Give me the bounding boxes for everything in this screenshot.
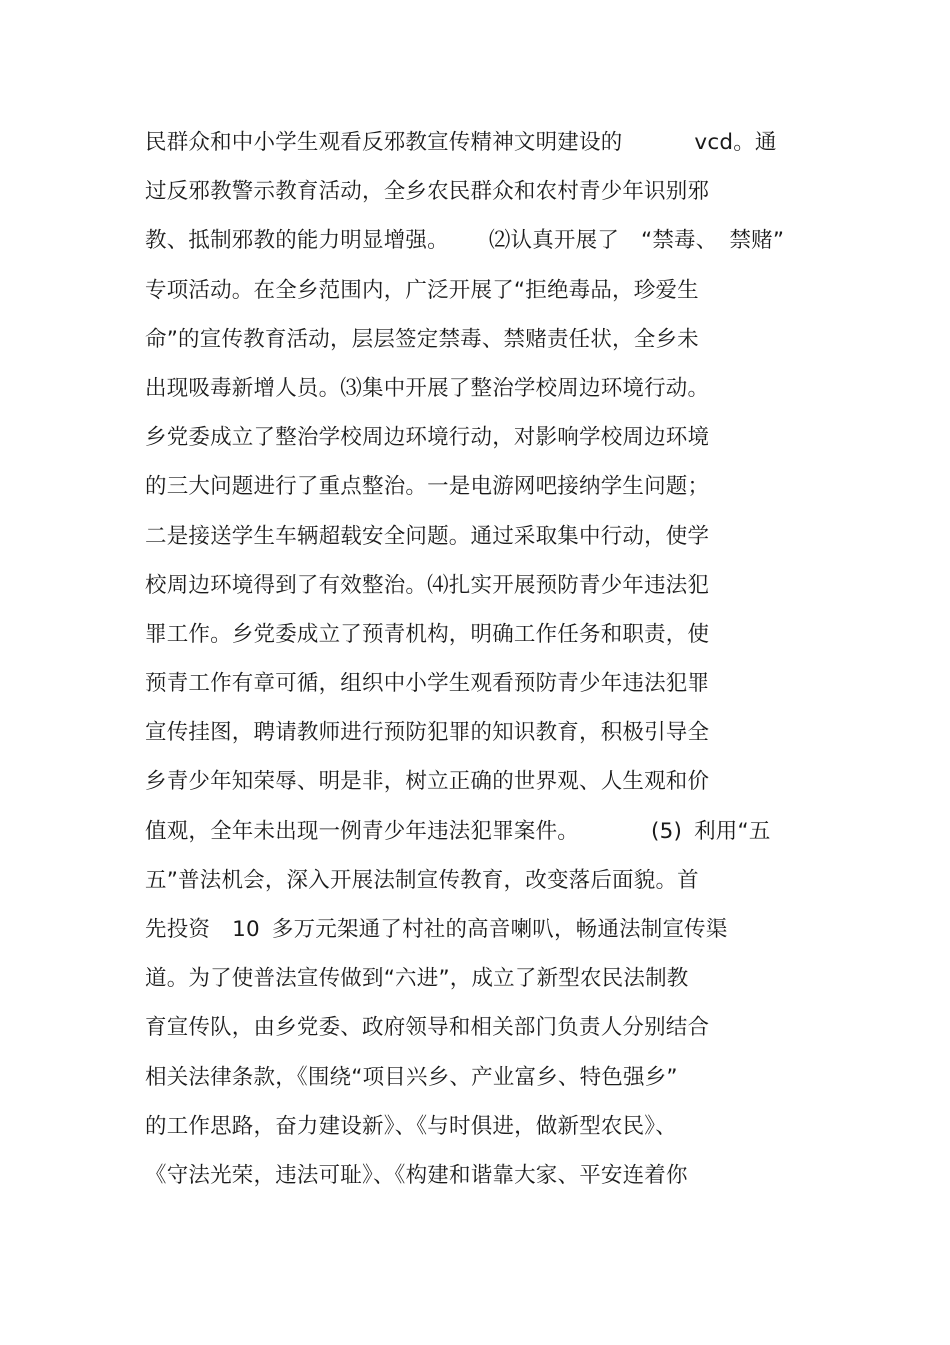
text-line — [145, 415, 825, 464]
text-line — [145, 612, 825, 661]
text-run: 利用“五 — [694, 818, 771, 844]
text-run: 。通 — [733, 130, 777, 155]
text-line — [145, 464, 825, 513]
text-run: 道。为了使普法宣传做到“六进”，成立了新型农民法制教 — [145, 966, 689, 992]
text-line — [145, 514, 825, 563]
text-run: 先投资 — [145, 917, 211, 942]
text-run: 10 — [232, 917, 260, 942]
text-run: 民群众和中小学生观看反邪教宣传精神文明建设的 — [145, 130, 623, 155]
text-run: 宣传挂图，聘请教师进行预防犯罪的知识教育，积极引导全 — [145, 720, 710, 746]
text-run: 育宣传队，由乡党委、政府领导和相关部门负责人分别结合 — [145, 1015, 710, 1041]
text-run: “禁毒、 — [641, 228, 718, 254]
text-run: 罪工作。乡党委成立了预青机构，明确工作任务和职责，使 — [145, 621, 710, 647]
text-run: 命”的宣传教育活动，层层签定禁毒、禁赌责任状，全乡未 — [145, 326, 699, 352]
text-line — [145, 759, 825, 808]
text-line — [145, 907, 825, 956]
text-line — [145, 1005, 825, 1054]
text-line — [145, 710, 825, 759]
text-run: 值观，全年未出现一例青少年违法犯罪案件。 — [145, 818, 580, 844]
text-run: 的工作思路，奋力建设新》、《与时俱进，做新型农民》、 — [145, 1113, 677, 1139]
text-line — [145, 1153, 825, 1202]
text-line — [145, 218, 825, 267]
text-run: 禁赌” — [729, 228, 785, 254]
text-run: vcd — [694, 130, 734, 155]
text-line — [145, 563, 825, 612]
text-run: 预青工作有章可循，组织中小学生观看预防青少年违法犯罪 — [145, 671, 710, 697]
text-run: 教、抵制邪教的能力明显增强。 — [145, 228, 449, 254]
text-line — [145, 661, 825, 710]
text-line — [145, 956, 825, 1005]
text-run: (5) — [651, 818, 683, 844]
text-run: 乡党委成立了整治学校周边环境行动，对影响学校周边环境 — [145, 425, 710, 451]
text-line — [145, 809, 825, 858]
text-line — [145, 317, 825, 366]
text-run: 的三大问题进行了重点整治。一是电游网吧接纳学生问题； — [145, 474, 710, 500]
text-run: 五”普法机会，深入开展法制宣传教育，改变落后面貌。首 — [145, 867, 699, 893]
text-run: 专项活动。在全乡范围内，广泛开展了“拒绝毒品，珍爱生 — [145, 277, 699, 303]
text-run: 《守法光荣，违法可耻》、《构建和谐靠大家、平安连着你 — [145, 1162, 688, 1188]
text-run: 二是接送学生车辆超载安全问题。通过采取集中行动，使学 — [145, 523, 710, 549]
text-line — [145, 858, 825, 907]
text-run: 过反邪教警示教育活动，全乡农民群众和农村青少年识别邪 — [145, 179, 710, 205]
text-run: 多万元架通了村社的高音喇叭，畅通法制宣传渠 — [271, 917, 728, 942]
text-line — [145, 1104, 825, 1153]
text-run: 乡青少年知荣辱、明是非，树立正确的世界观、人生观和价 — [145, 769, 710, 795]
text-line — [145, 120, 825, 169]
text-run: 校周边环境得到了有效整治。⑷扎实开展预防青少年违法犯 — [145, 572, 710, 598]
text-line — [145, 366, 825, 415]
text-line — [145, 1055, 825, 1104]
text-run: 相关法律条款，《围绕“项目兴乡、产业富乡、特色强乡” — [145, 1064, 678, 1090]
text-run: 出现吸毒新增人员。⑶集中开展了整治学校周边环境行动。 — [145, 375, 710, 401]
body-text — [145, 120, 825, 1202]
text-line — [145, 169, 825, 218]
text-run: ⑵认真开展了 — [488, 228, 620, 254]
text-line — [145, 268, 825, 317]
